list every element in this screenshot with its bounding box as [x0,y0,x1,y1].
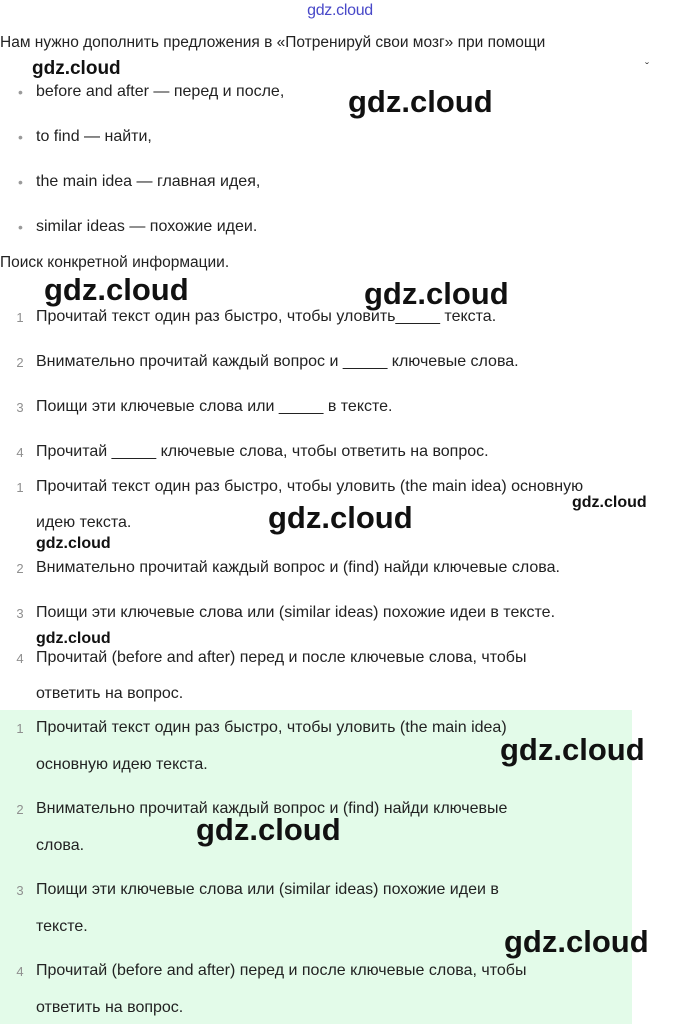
bullet-icon: • [18,84,23,100]
item-number: 1 [16,480,24,495]
vocab-item: similar ideas — похожие идеи. [36,218,258,235]
item-number: 2 [16,561,24,576]
vocab-item: the main idea — главная идея, [36,173,261,190]
item-number: 2 [16,802,24,817]
watermark: gdz.cloud [504,924,649,959]
bullet-icon: • [18,129,23,145]
watermark: gdz.cloud [364,276,509,311]
item-number: 3 [16,883,24,898]
answer-sentence: Прочитай текст один раз быстро, чтобы уловить (the main idea) основную [36,478,584,495]
answer-sentence: Прочитай (before and after) перед и после ключевые слова, чтобы [36,649,527,666]
answer-sentence: Внимательно прочитай каждый вопрос и (find) найди ключевые [36,800,508,817]
watermark: gdz.cloud [348,84,493,119]
answer-sentence-cont: ответить на вопрос. [36,999,184,1016]
watermark: gdz.cloud [44,272,189,307]
answer-sentence: Внимательно прочитай каждый вопрос и (find) найди ключевые слова. [36,559,560,576]
exercise-sentence: Внимательно прочитай каждый вопрос и _____ ключевые слова. [36,353,519,370]
watermark: gdz.cloud [268,500,413,535]
answer-sentence-cont: слова. [36,837,85,854]
watermark: gdz.cloud [32,58,121,79]
watermark: gdz.cloud [36,535,111,552]
intro-text: Нам нужно дополнить предложения в «Потренируй свои мозг» при помощи [0,34,546,51]
site-logo[interactable]: gdz.cloud [307,2,373,19]
answer-sentence: Прочитай текст один раз быстро, чтобы уловить (the main idea) [36,719,507,736]
answer-sentence-cont: идею текста. [36,514,132,531]
item-number: 1 [16,310,24,325]
answer-sentence-cont: тексте. [36,918,88,935]
vocab-item: before and after — перед и после, [36,83,285,100]
item-number: 4 [16,964,24,979]
answer-sentence: Поищи эти ключевые слова или (similar ideas) похожие идеи в тексте. [36,604,556,621]
bullet-icon: • [18,219,23,235]
item-number: 4 [16,651,24,666]
item-number: 3 [16,400,24,415]
exercise-sentence: Прочитай _____ ключевые слова, чтобы ответить на вопрос. [36,443,489,460]
watermark: gdz.cloud [572,494,647,511]
exercise-sentence: Прочитай текст один раз быстро, чтобы уловить_____ текста. [36,308,497,325]
section-title: Поиск конкретной информации. [0,254,230,271]
answer-sentence-cont: ответить на вопрос. [36,685,184,702]
answer-sentence: Поищи эти ключевые слова или (similar ideas) похожие идеи в [36,881,499,898]
item-number: 4 [16,445,24,460]
item-number: 1 [16,721,24,736]
item-number: 2 [16,355,24,370]
item-number: 3 [16,606,24,621]
vocab-item: to find — найти, [36,128,152,145]
bullet-icon: • [18,174,23,190]
exercise-sentence: Поищи эти ключевые слова или _____ в тексте. [36,398,393,415]
caret-mark: ˇ [645,60,649,74]
watermark: gdz.cloud [500,732,645,767]
watermark: gdz.cloud [196,812,341,847]
answer-sentence: Прочитай (before and after) перед и после ключевые слова, чтобы [36,962,527,979]
answer-sentence-cont: основную идею текста. [36,756,208,773]
watermark: gdz.cloud [36,630,111,647]
